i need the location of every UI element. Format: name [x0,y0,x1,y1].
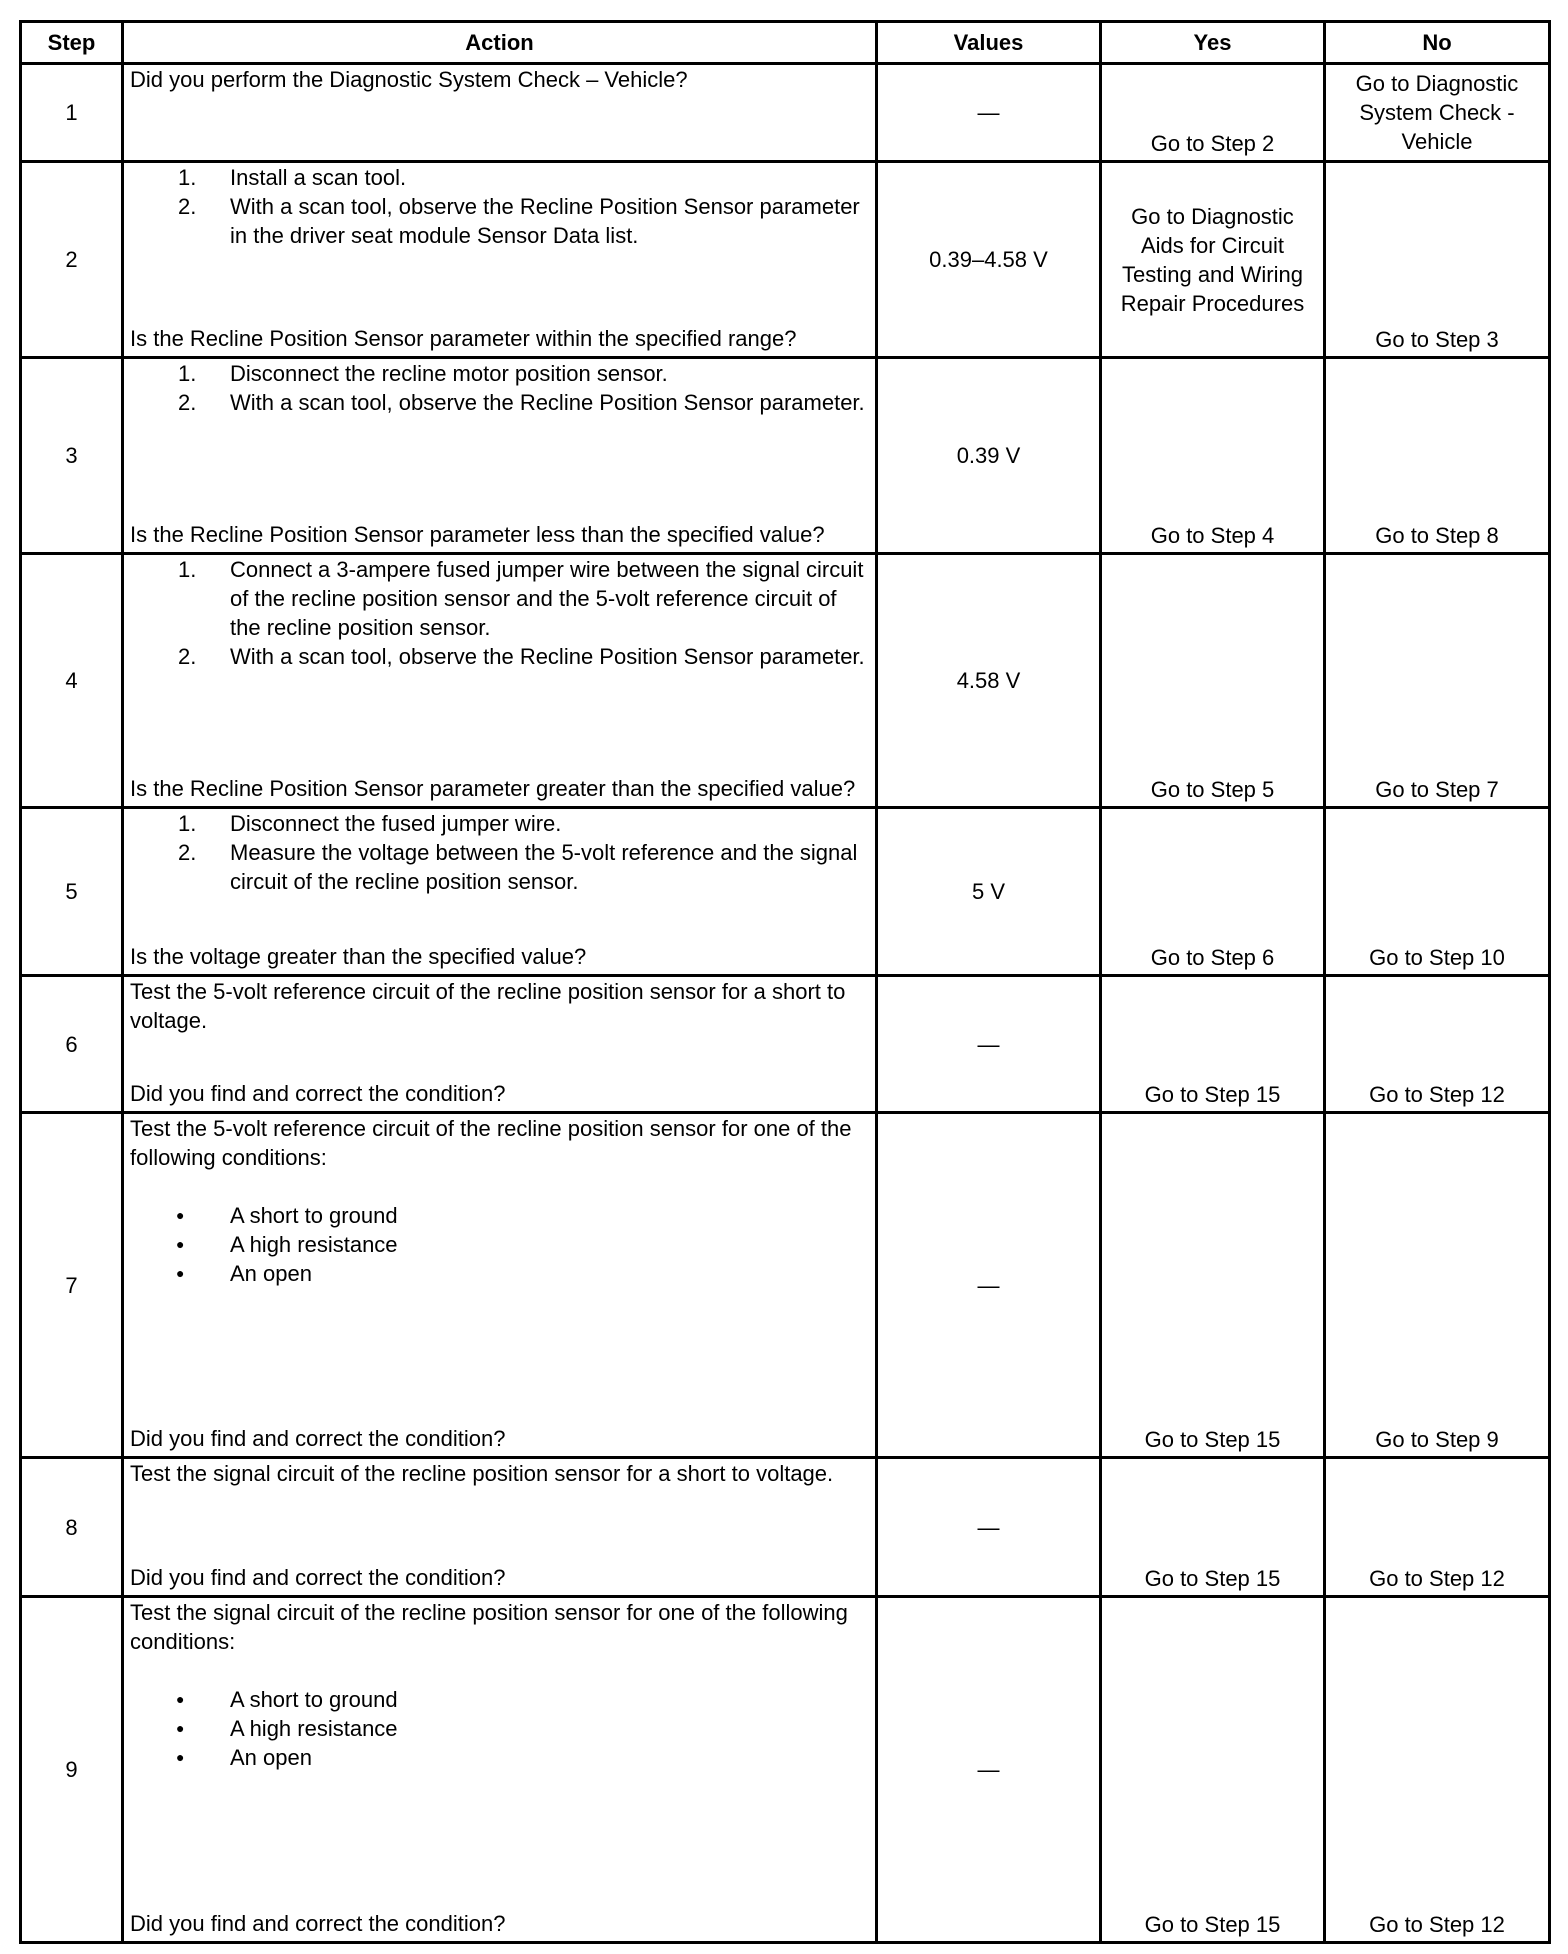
header-row [21,22,1550,64]
bullet-icon: ● [176,1207,185,1223]
bullet-icon: ● [176,1265,185,1281]
list-item-text: Measure the voltage between the 5-volt reference and the signal circuit of the recline position sensor. [230,840,858,894]
list-number: 1. [178,361,197,386]
action-question: Is the Recline Position Sensor parameter greater than the specified value? [130,776,856,801]
action-instructions [130,809,869,896]
no-link[interactable]: Go to Step 8 [1375,523,1499,548]
numbered-list [130,809,869,896]
yes-link[interactable]: Go to Step 2 [1150,131,1275,156]
values-cell: — [877,1113,1101,1458]
list-item-text: A high resistance [230,1716,398,1741]
yes-cell [1101,808,1325,976]
table-row [21,976,1550,1113]
list-item [130,192,869,250]
action-cell [123,1113,877,1458]
step-number: 8 [21,1458,123,1597]
list-item-text: With a scan tool, observe the Recline Position Sensor parameter. [230,644,865,669]
list-number: 1. [178,557,197,582]
step-number: 6 [21,976,123,1113]
action-content [130,809,869,971]
table-row [21,808,1550,976]
action-instructions [130,555,869,671]
action-question: Did you find and correct the condition? [130,1911,506,1936]
no-link[interactable]: Go to Step 7 [1375,777,1499,802]
no-link[interactable]: Go to Step 12 [1369,1912,1505,1937]
step-number: 9 [21,1597,123,1943]
values-cell: 4.58 V [877,554,1101,808]
no-cell [1325,808,1550,976]
values-cell: — [877,1597,1101,1943]
action-cell [123,1597,877,1943]
action-intro: Test the 5-volt reference circuit of the recline position sensor for a short to voltage. [130,979,846,1033]
no-cell [1325,554,1550,808]
yes-cell [1101,1458,1325,1597]
list-item [130,1685,869,1714]
action-content [130,359,869,549]
step-number: 7 [21,1113,123,1458]
bullet-icon: ● [176,1691,185,1707]
action-question: Is the Recline Position Sensor parameter within the specified range? [130,326,797,351]
values-cell: — [877,64,1101,162]
list-item-text: With a scan tool, observe the Recline Position Sensor parameter in the driver seat module Sensor Data list. [230,194,860,248]
action-question: Is the Recline Position Sensor parameter less than the specified value? [130,522,825,547]
step-number: 1 [21,64,123,162]
action-intro: Test the 5-volt reference circuit of the recline position sensor for one of the following conditions: [130,1116,852,1170]
table-body [21,64,1550,1943]
table-row [21,358,1550,554]
list-item [130,1714,869,1743]
step-number: 5 [21,808,123,976]
action-instructions [130,163,869,250]
table-row [21,1597,1550,1943]
bullet-icon: ● [176,1749,185,1765]
action-cell [123,808,877,976]
list-number: 2. [178,194,197,219]
action-content [130,163,869,353]
spacer [130,1172,869,1201]
list-item-text: Install a scan tool. [230,165,407,190]
list-item-text: Connect a 3-ampere fused jumper wire between the signal circuit of the recline position sensor and the 5-volt reference circuit of the recline position sensor. [230,557,864,640]
list-number: 2. [178,390,197,415]
list-number: 2. [178,840,197,865]
action-question: Did you find and correct the condition? [130,1081,506,1106]
yes-link[interactable]: Go to Diagnostic Aids for Circuit Testing and Wiring Repair Procedures [1120,203,1305,316]
values-cell: — [877,1458,1101,1597]
yes-link[interactable]: Go to Step 5 [1150,777,1275,802]
yes-cell [1101,976,1325,1113]
action-content [130,977,869,1108]
step-number: 2 [21,162,123,358]
list-item [130,388,869,417]
no-link[interactable]: Go to Step 10 [1369,945,1505,970]
list-item [130,359,869,388]
list-item [130,1743,869,1772]
list-item-text: A short to ground [230,1687,398,1712]
action-content [130,1598,869,1938]
step-number: 3 [21,358,123,554]
list-number: 1. [178,811,197,836]
list-number: 2. [178,644,197,669]
yes-cell [1101,162,1325,358]
table-row [21,64,1550,162]
action-intro: Did you perform the Diagnostic System Check – Vehicle? [130,67,688,92]
yes-link[interactable]: Go to Step 15 [1144,1566,1281,1591]
action-question: Did you find and correct the condition? [130,1426,506,1451]
no-cell [1325,1597,1550,1943]
list-item [130,1230,869,1259]
action-instructions [130,65,869,94]
numbered-list [130,359,869,417]
table-row [21,162,1550,358]
no-link[interactable]: Go to Diagnostic System Check - Vehicle [1355,71,1519,154]
no-cell [1325,1458,1550,1597]
step-number: 4 [21,554,123,808]
header-action: Action [123,22,877,64]
bullet-icon: ● [176,1720,185,1736]
action-instructions [130,1598,869,1772]
action-cell [123,976,877,1113]
header-step: Step [21,22,123,64]
list-item [130,555,869,642]
no-link[interactable]: Go to Step 9 [1375,1427,1499,1452]
yes-link[interactable]: Go to Step 6 [1150,945,1275,970]
yes-cell [1101,358,1325,554]
action-instructions [130,1114,869,1288]
table-row [21,1458,1550,1597]
no-link[interactable]: Go to Step 12 [1369,1082,1505,1107]
yes-cell [1101,1597,1325,1943]
list-item-text: Disconnect the fused jumper wire. [230,811,562,836]
action-cell [123,64,877,162]
header-no: No [1325,22,1550,64]
action-content [130,555,869,803]
no-link[interactable]: Go to Step 12 [1369,1566,1505,1591]
list-item [130,1259,869,1288]
list-item-text: An open [230,1261,312,1286]
bullet-list [130,1201,869,1288]
action-cell [123,554,877,808]
action-cell [123,1458,877,1597]
table-row [21,1113,1550,1458]
no-cell [1325,976,1550,1113]
bullet-list [130,1685,869,1772]
bullet-icon: ● [176,1236,185,1252]
list-item-text: With a scan tool, observe the Recline Position Sensor parameter. [230,390,865,415]
yes-cell [1101,554,1325,808]
action-cell [123,162,877,358]
spacer [130,1656,869,1685]
list-item-text: A short to ground [230,1203,398,1228]
action-content [130,1459,869,1592]
values-cell: 5 V [877,808,1101,976]
no-cell [1325,1113,1550,1458]
values-cell: — [877,976,1101,1113]
header-yes: Yes [1101,22,1325,64]
numbered-list [130,555,869,671]
action-content [130,65,869,157]
values-cell: 0.39 V [877,358,1101,554]
no-link[interactable]: Go to Step 3 [1375,327,1499,352]
list-item [130,809,869,838]
action-content [130,1114,869,1453]
no-cell [1325,358,1550,554]
yes-link[interactable]: Go to Step 15 [1144,1082,1281,1107]
action-cell [123,358,877,554]
list-item [130,1201,869,1230]
list-item-text: An open [230,1745,312,1770]
list-item-text: A high resistance [230,1232,398,1257]
no-cell [1325,162,1550,358]
yes-cell [1101,1113,1325,1458]
action-instructions [130,977,869,1035]
yes-link[interactable]: Go to Step 15 [1144,1427,1281,1452]
list-number: 1. [178,165,197,190]
list-item [130,642,869,671]
diagnostic-table [19,20,1551,1944]
action-intro: Test the signal circuit of the recline position sensor for a short to voltage. [130,1461,834,1486]
action-question: Did you find and correct the condition? [130,1565,506,1590]
action-instructions [130,359,869,417]
list-item [130,838,869,896]
action-instructions [130,1459,869,1488]
yes-link[interactable]: Go to Step 4 [1150,523,1275,548]
action-intro: Test the signal circuit of the recline position sensor for one of the following conditions: [130,1600,848,1654]
header-values: Values [877,22,1101,64]
table-row [21,554,1550,808]
yes-link[interactable]: Go to Step 15 [1144,1912,1281,1937]
yes-cell [1101,64,1325,162]
numbered-list [130,163,869,250]
no-cell [1325,64,1550,162]
list-item [130,163,869,192]
list-item-text: Disconnect the recline motor position sensor. [230,361,668,386]
values-cell: 0.39–4.58 V [877,162,1101,358]
action-question: Is the voltage greater than the specified value? [130,944,587,969]
